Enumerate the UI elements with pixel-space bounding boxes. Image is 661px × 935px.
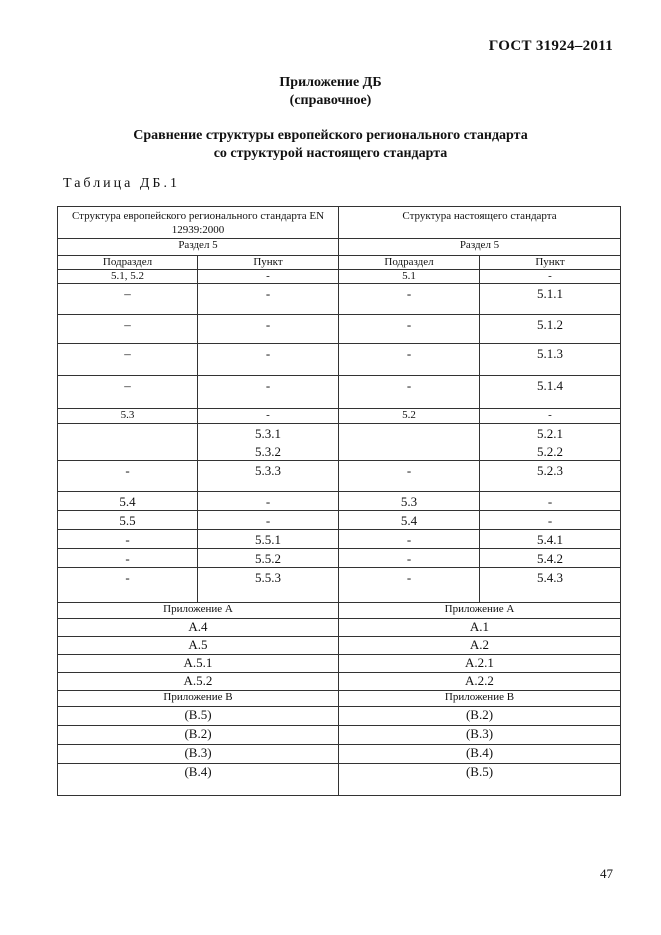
table-row: [58, 442, 621, 461]
table-cell: 5.3.3: [198, 461, 339, 492]
table-cell: -: [339, 568, 480, 603]
table-cell: [58, 424, 198, 443]
table-row: [58, 315, 621, 344]
table-row: [58, 707, 621, 726]
table-title-row: [58, 207, 621, 239]
table-cell: (В.2): [58, 726, 339, 745]
table-row: [58, 568, 621, 603]
table-cell: -: [480, 492, 621, 511]
page-number: 47: [600, 866, 613, 881]
table-cell: 5.5: [58, 511, 198, 530]
table-cell: –: [58, 284, 198, 315]
table-row: [58, 376, 621, 409]
table-cell: 5.1.3: [480, 344, 621, 376]
table-row: [58, 270, 621, 284]
table-cell: –: [58, 344, 198, 376]
table-cell: 5.3: [339, 492, 480, 511]
table-cell: А.5.1: [58, 655, 339, 673]
table-row: [58, 409, 621, 424]
table-cell: 5.3.2: [198, 442, 339, 461]
table-row: [58, 284, 621, 315]
table-cell: А.2.1: [339, 655, 621, 673]
table-row: [58, 461, 621, 492]
appendix-b-header-row: [58, 691, 621, 707]
subheader-cell: Подраздел: [58, 256, 198, 270]
subheader-cell: Пункт: [198, 256, 339, 270]
table-cell: А.1: [339, 619, 621, 637]
table-cell: (В.4): [339, 745, 621, 764]
appendix-a-header-row: [58, 603, 621, 619]
table-cell: -: [480, 409, 621, 424]
table-cell: –: [58, 315, 198, 344]
table-cell: -: [339, 315, 480, 344]
table-cell: –: [58, 376, 198, 409]
table-cell: 5.5.2: [198, 549, 339, 568]
table-cell: -: [198, 284, 339, 315]
table-cell: 5.5.1: [198, 530, 339, 549]
subheader-row: [58, 256, 621, 270]
table-cell: -: [58, 530, 198, 549]
left-structure-header: Структура европейского регионального стандарта EN 12939:2000: [58, 207, 339, 239]
table-row: [58, 745, 621, 764]
table-cell: 5.5.3: [198, 568, 339, 603]
appendix-b-left-label: Приложение В: [58, 691, 339, 707]
table-cell: [339, 442, 480, 461]
table-cell: 5.1.1: [480, 284, 621, 315]
standard-header: ГОСТ 31924–2011: [488, 38, 613, 54]
table-cell: -: [339, 376, 480, 409]
table-cell: -: [58, 568, 198, 603]
table-cell: 5.3: [58, 409, 198, 424]
table-cell: 5.2: [339, 409, 480, 424]
table-cell: -: [198, 270, 339, 284]
table-cell: [339, 424, 480, 443]
table-cell: 5.4: [58, 492, 198, 511]
table-cell: 5.2.2: [480, 442, 621, 461]
table-cell: -: [198, 511, 339, 530]
table-cell: 5.2.1: [480, 424, 621, 443]
section-row: [58, 239, 621, 256]
appendix-a-left-label: Приложение А: [58, 603, 339, 619]
heading-line-1: Сравнение структуры европейского регионального стандарта: [133, 128, 528, 143]
table-cell: -: [339, 461, 480, 492]
table-cell: (В.5): [339, 764, 621, 796]
table-row: [58, 655, 621, 673]
table-cell: 5.4: [339, 511, 480, 530]
table-cell: 5.4.2: [480, 549, 621, 568]
table-cell: 5.1.2: [480, 315, 621, 344]
table-row: [58, 530, 621, 549]
table-cell: -: [198, 409, 339, 424]
table-cell: 5.1.4: [480, 376, 621, 409]
table-cell: (В.3): [58, 745, 339, 764]
table-cell: -: [198, 492, 339, 511]
table-cell: -: [339, 530, 480, 549]
table-row: [58, 492, 621, 511]
table-row: [58, 344, 621, 376]
table-cell: -: [339, 284, 480, 315]
table-cell: А.5: [58, 637, 339, 655]
table-row: [58, 549, 621, 568]
table-row: [58, 511, 621, 530]
table-cell: А.4: [58, 619, 339, 637]
table-cell: -: [58, 461, 198, 492]
left-section: Раздел 5: [58, 239, 339, 256]
table-cell: 5.4.1: [480, 530, 621, 549]
table-label: Таблица ДБ.1: [63, 176, 180, 191]
table-row: [58, 764, 621, 796]
table-cell: -: [339, 549, 480, 568]
table-cell: 5.4.3: [480, 568, 621, 603]
table-cell: -: [198, 376, 339, 409]
table-cell: -: [198, 344, 339, 376]
appendix-a-right-label: Приложение А: [339, 603, 621, 619]
table-cell: -: [339, 344, 480, 376]
table-cell: 5.1, 5.2: [58, 270, 198, 284]
table-cell: -: [480, 270, 621, 284]
table-cell: А.5.2: [58, 673, 339, 691]
right-structure-header: Структура настоящего стандарта: [339, 207, 621, 239]
table-cell: (В.2): [339, 707, 621, 726]
table-cell: -: [58, 549, 198, 568]
table-cell: А.2.2: [339, 673, 621, 691]
heading-line-2: со структурой настоящего стандарта: [213, 146, 448, 161]
table-cell: 5.3.1: [198, 424, 339, 443]
appendix-title-block: [0, 74, 661, 110]
table-row: [58, 424, 621, 443]
table-row: [58, 619, 621, 637]
table-cell: (В.5): [58, 707, 339, 726]
appendix-b-right-label: Приложение В: [339, 691, 621, 707]
comparison-table: [57, 206, 621, 796]
table-cell: А.2: [339, 637, 621, 655]
comparison-heading: [0, 127, 661, 163]
subheader-cell: Подраздел: [339, 256, 480, 270]
right-section: Раздел 5: [339, 239, 621, 256]
appendix-title: Приложение ДБ: [279, 75, 382, 90]
table-row: [58, 673, 621, 691]
table-cell: 5.1: [339, 270, 480, 284]
table-cell: (В.3): [339, 726, 621, 745]
subheader-cell: Пункт: [480, 256, 621, 270]
table-cell: [58, 442, 198, 461]
table-cell: -: [480, 511, 621, 530]
table-cell: (В.4): [58, 764, 339, 796]
table-row: [58, 637, 621, 655]
table-cell: 5.2.3: [480, 461, 621, 492]
table-cell: -: [198, 315, 339, 344]
appendix-subtitle: (справочное): [289, 93, 372, 108]
table-row: [58, 726, 621, 745]
